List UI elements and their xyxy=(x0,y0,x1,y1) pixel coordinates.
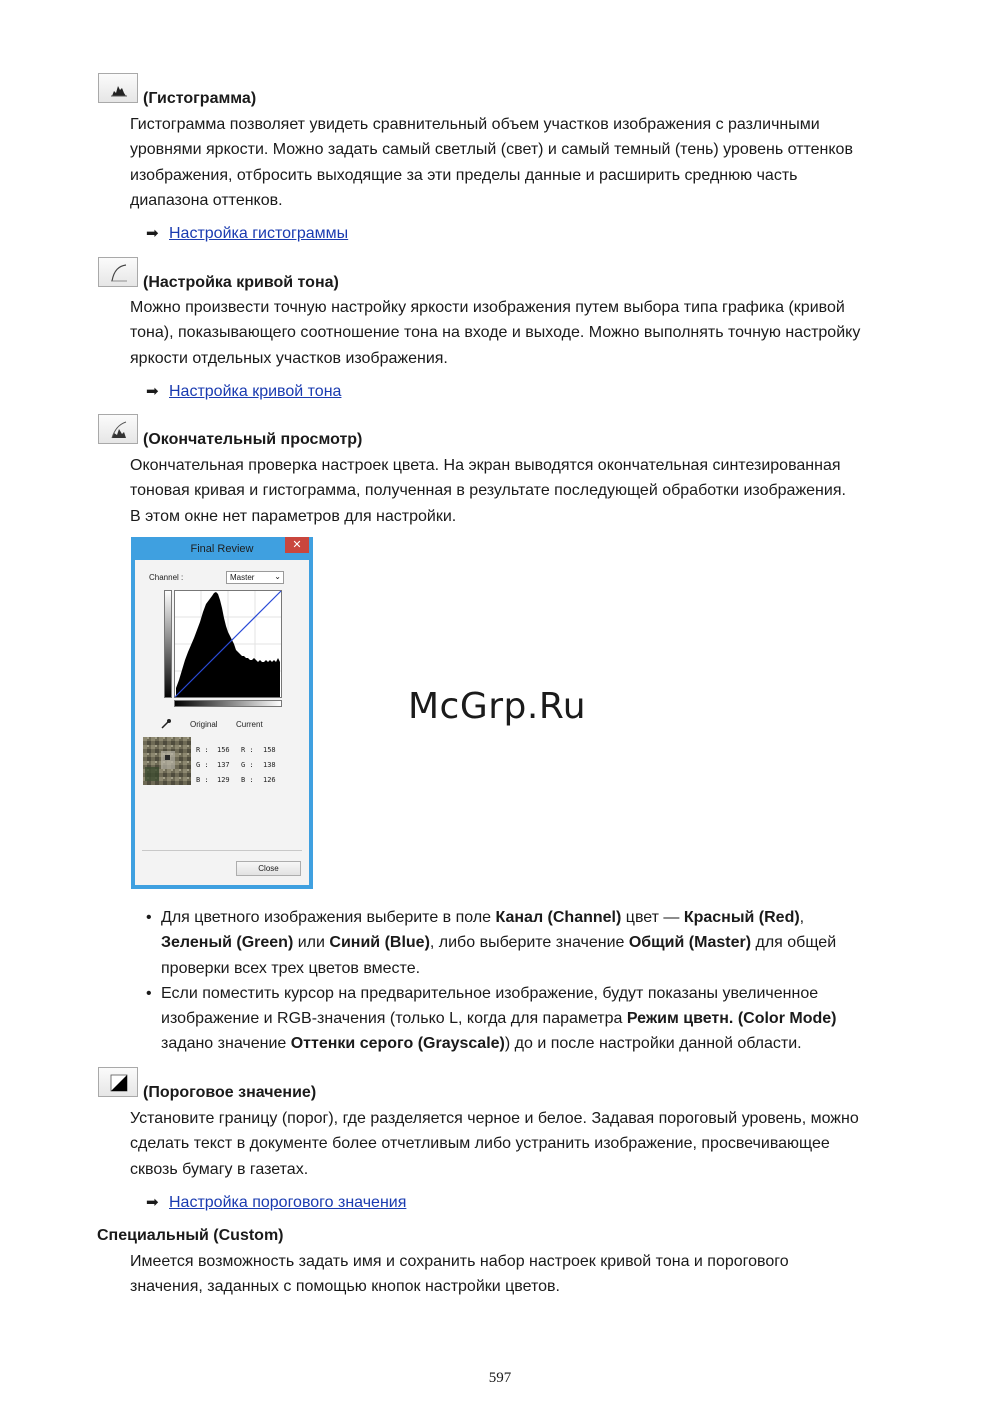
arrow-right-icon: ➡ xyxy=(146,383,159,400)
output-gradient-bar xyxy=(164,590,172,698)
threshold-button[interactable] xyxy=(98,1067,138,1097)
dialog-divider xyxy=(142,850,302,851)
histogram-description: Гистограмма позволяет увидеть сравнительный объем участков изображения с различными уровнями яркости. Можно задать самый светлый (свет) и самый темный (тень) уровень оттенков изображения, отбросить выходящие за эти пределы данные и расширить среднюю часть диапазона оттенков. xyxy=(130,116,853,209)
final-review-histogram xyxy=(174,590,282,698)
original-r-value: 156 xyxy=(217,746,230,754)
tone-curve-settings-link[interactable]: Настройка кривой тона xyxy=(169,383,342,400)
histogram-heading: (Гистограмма) xyxy=(143,90,257,107)
list-item: • Для цветного изображения выберите в поле Канал (Channel) цвет — Красный (Red), Зеленый (Green) или Синий (Blue), либо выберите значение Общий (Master) для общей проверки всех трех цветов вместе. xyxy=(146,905,906,981)
threshold-description: Установите границу (порог), где разделяется черное и белое. Задавая пороговый уровень, можно сделать текст в документе более отчетливым либо устранить изображение, просвечивающее сквозь бумагу в газетах. xyxy=(130,1110,859,1178)
histogram-icon xyxy=(99,74,139,104)
bullet-dot: • xyxy=(146,909,152,926)
current-b-value: 126 xyxy=(263,776,276,784)
channel-select[interactable] xyxy=(226,571,284,584)
tone-curve-heading: (Настройка кривой тона) xyxy=(143,274,339,291)
arrow-right-icon: ➡ xyxy=(146,225,159,242)
page-number: 597 xyxy=(488,1370,512,1386)
original-label: Original xyxy=(190,720,218,729)
watermark: McGrp.Ru xyxy=(408,686,587,727)
channel-label: Channel : xyxy=(149,573,184,582)
original-b-value: 129 xyxy=(217,776,230,784)
close-icon: ✕ xyxy=(292,539,302,551)
tone-curve-link-row xyxy=(146,382,341,401)
current-b-label: B : xyxy=(241,776,254,784)
original-b-label: B : xyxy=(196,776,209,784)
list-item: • Если поместить курсор на предварительное изображение, будут показаны увеличенное изображение и RGB-значения (только L, когда для параметра Режим цветн. (Color Mode) задано значение Оттенки серого (Grayscale)) до и после настройки данной области. xyxy=(146,981,906,1057)
threshold-heading: (Пороговое значение) xyxy=(143,1084,317,1101)
input-gradient-bar xyxy=(174,700,282,707)
magnified-preview xyxy=(143,737,191,785)
tone-curve-description: Можно произвести точную настройку яркости изображения путем выбора типа графика (кривой тона), показывающего соотношение тона на входе и выходе. Можно выполнять точную настройку яркости отдельных участков изображения. xyxy=(130,299,861,367)
close-button[interactable]: Close xyxy=(236,861,301,876)
final-review-heading: (Окончательный просмотр) xyxy=(143,431,363,448)
threshold-link-row xyxy=(146,1193,406,1212)
eyedropper-icon[interactable] xyxy=(160,718,172,730)
channel-select-value: Master xyxy=(230,573,255,582)
tone-curve-icon xyxy=(99,258,139,288)
dialog-close-x-button[interactable] xyxy=(285,537,309,553)
histogram-link-row xyxy=(146,224,348,243)
arrow-right-icon: ➡ xyxy=(146,1194,159,1211)
final-review-description: Окончательная проверка настроек цвета. На экран выводятся окончательная синтезированная тоновая кривая и гистограмма, полученная в результате последующей обработки изображения. В этом окне нет параметров для настройки. xyxy=(130,457,846,525)
final-review-notes xyxy=(146,905,906,1057)
original-r-label: R : xyxy=(196,746,209,754)
dialog-title: Final Review xyxy=(190,543,254,555)
tone-curve-button[interactable] xyxy=(98,257,138,287)
final-review-icon xyxy=(99,415,139,445)
current-g-label: G : xyxy=(241,761,254,769)
final-review-dialog xyxy=(131,537,313,889)
current-g-value: 138 xyxy=(263,761,276,769)
current-r-value: 158 xyxy=(263,746,276,754)
histogram-button[interactable] xyxy=(98,73,138,103)
bullet-dot: • xyxy=(146,984,152,1002)
dialog-body xyxy=(135,560,309,885)
custom-heading: Специальный (Custom) xyxy=(97,1227,284,1244)
chevron-down-icon: ⌄ xyxy=(274,572,281,581)
threshold-icon xyxy=(99,1068,139,1098)
current-r-label: R : xyxy=(241,746,254,754)
threshold-settings-link[interactable]: Настройка порогового значения xyxy=(169,1194,407,1211)
current-label: Current xyxy=(236,720,263,729)
custom-description: Имеется возможность задать имя и сохранить набор настроек кривой тона и порогового значения, заданных с помощью кнопок настройки цветов. xyxy=(130,1253,789,1296)
original-g-label: G : xyxy=(196,761,209,769)
final-review-button[interactable] xyxy=(98,414,138,444)
original-g-value: 137 xyxy=(217,761,230,769)
histogram-settings-link[interactable]: Настройка гистограммы xyxy=(169,225,349,242)
